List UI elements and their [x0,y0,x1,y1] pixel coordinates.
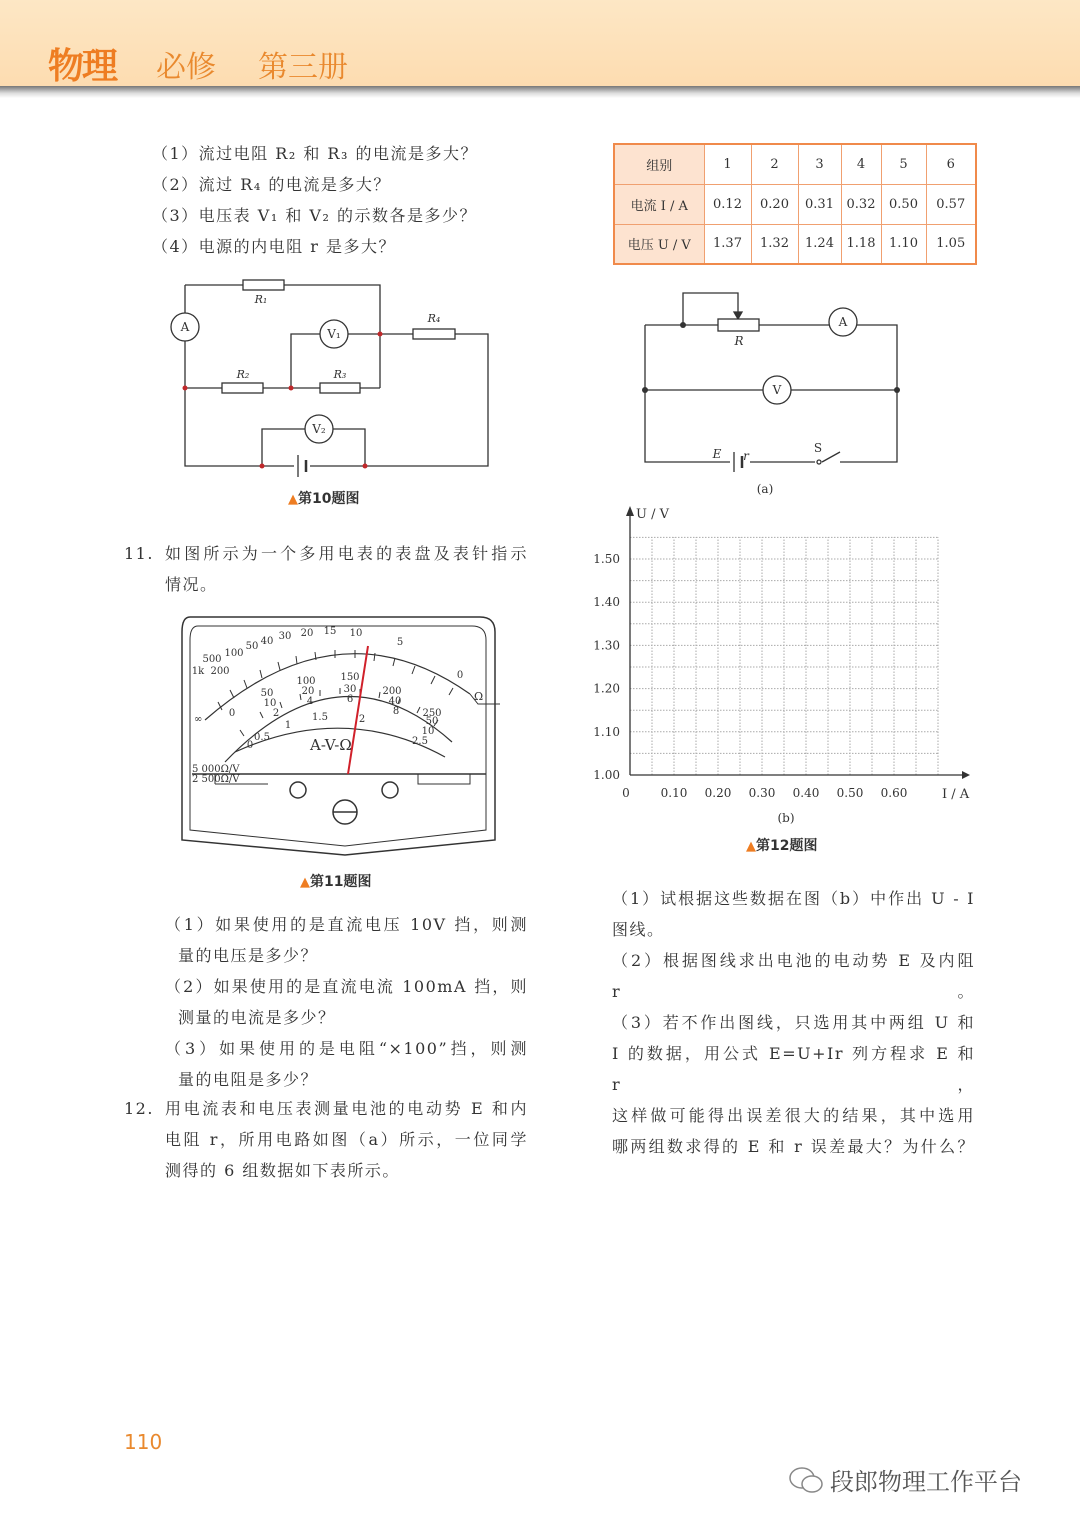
svg-text:4: 4 [306,696,314,707]
subject-title: 物理 [48,46,117,87]
svg-text:2: 2 [358,714,366,725]
q10-sub-2: （2）流过 R₄ 的电流是多大？ [152,175,391,194]
multimeter-dial [170,612,505,867]
label-r4: R₄ [427,312,441,325]
triangle-icon: ▲ [288,492,298,507]
fig-b-label: (b) [777,811,795,825]
svg-text:5: 5 [396,637,404,648]
x-tick-label: 0 [622,786,630,800]
label-rheostat: R [734,334,744,348]
svg-text:50: 50 [260,688,274,699]
label-emf: E [712,447,722,461]
svg-text:1: 1 [284,720,292,731]
page-number: 110 [124,1430,163,1454]
y-tick-label: 1.20 [593,681,620,696]
fig-a-label: (a) [756,482,774,496]
course-title: 必修 [156,50,216,85]
svg-text:10: 10 [263,698,277,709]
y-tick-label: 1.40 [593,595,620,610]
svg-text:0: 0 [456,670,464,681]
svg-text:0.5: 0.5 [254,732,270,743]
meter-brand: A-V-Ω [310,736,352,754]
q10-sub-4: （4）电源的内电阻 r 是多大？ [152,237,397,256]
svg-text:30: 30 [343,684,357,695]
label-internal-r: r [743,449,749,463]
q11-text: 如图所示为一个多用电表的表盘及表针指示 情况。 [165,544,528,594]
ohm-symbol: Ω [474,690,484,703]
x-tick-label: 0.60 [880,786,908,800]
sensitivity-ac: 5 000Ω/V [192,764,240,775]
meter-needle [348,646,368,774]
svg-text:0: 0 [228,708,236,719]
ammeter-icon: A [838,315,848,329]
voltmeter-v2-icon: V₂ [312,422,326,436]
y-tick-label: 1.00 [593,768,620,782]
y-tick-label: 1.10 [593,724,620,739]
q10-sub-1: （1）流过电阻 R₂ 和 R₃ 的电流是多大？ [152,144,478,163]
label-r2: R₂ [236,368,250,381]
svg-text:20: 20 [300,628,314,639]
q12-data-table [613,143,977,265]
fig10-caption: ▲第10题图 [288,491,360,507]
svg-text:2.5: 2.5 [412,736,428,747]
svg-text:50: 50 [245,641,259,652]
triangle-icon: ▲ [300,875,310,890]
q12-text: 用电流表和电压表测量电池的电动势 E 和内 电阻 r，所用电路如图（a）所示，一位同学 测得的 6 组数据如下表所示。 [165,1099,528,1180]
volume-title: 第三册 [258,50,348,85]
ohm-scale-labels [192,626,463,681]
fig12a-circuit [600,280,930,500]
svg-text:1k: 1k [191,666,205,677]
fig10-circuit [0,0,540,520]
x-tick-label: 0.40 [792,786,820,800]
svg-text:8: 8 [392,706,400,717]
fig12-caption: ▲第12题图 [746,838,818,854]
infinity-symbol: ∞ [194,714,203,725]
svg-text:250: 250 [422,708,442,719]
label-r3: R₃ [333,368,347,381]
svg-text:50: 50 [425,716,439,727]
y-axis-label: U / V [636,507,669,522]
svg-text:0: 0 [246,740,254,751]
svg-text:40: 40 [388,696,402,707]
label-r1: R₁ [254,293,268,306]
svg-text:20: 20 [301,686,315,697]
svg-text:200: 200 [210,666,230,677]
wechat-icon [788,1465,824,1495]
svg-text:100: 100 [224,648,244,659]
svg-text:500: 500 [202,654,222,665]
triangle-icon: ▲ [746,839,756,854]
table-row-voltage: 电压 U / V 1.37 1.32 1.24 1.18 1.10 1.05 [614,224,976,264]
voltmeter-icon: V [772,383,782,397]
q12-number: 12. [124,1099,154,1118]
table-header-row: 组别 1 2 3 4 5 6 [614,144,976,184]
q11-subquestions: （1）如果使用的是直流电压 10V 挡，则测 量的电压是多少？ （2）如果使用的是直流电流 100mA 挡，则 测量的电流是多少？ （3）如果使用的是电阻“×100”挡，则测 量的电阻是多少？ [165,915,528,1089]
svg-text:30: 30 [278,631,292,642]
y-tick-label: 1.50 [593,552,620,566]
svg-text:2: 2 [272,708,280,719]
dc-scale-labels [229,672,442,737]
q10-sub-3: （3）电压表 V₁ 和 V₂ 的示数各是多少？ [152,206,477,225]
svg-text:1.5: 1.5 [312,712,328,723]
sensitivity-dc: 2 500Ω/V [192,774,240,785]
svg-text:10: 10 [349,628,363,639]
svg-text:6: 6 [346,694,354,705]
table-row-current: 电流 I / A 0.12 0.20 0.31 0.32 0.50 0.57 [614,184,976,224]
voltmeter-v1-icon: V₁ [327,327,341,341]
svg-text:10: 10 [421,726,435,737]
svg-text:15: 15 [323,626,337,637]
q12-subquestions: （1）试根据这些数据在图（b）中作出 U - I 图线。 （2）根据图线求出电池的电动势 E 及内阻 r。 （3）若不作出图线，只选用其中两组 U 和 I 的数据，用公式 E=U+Ir 列方程求 E 和 r， 这样做可能得出误差很大的结果，其中选用 哪两组数求得的 E 和 r 误差最大？为什么？ [612,889,975,1156]
switch-label: S [813,441,823,455]
svg-text:150: 150 [340,672,360,683]
svg-text:100: 100 [296,676,316,687]
watermark: 段郎物理工作平台 [788,1462,1022,1497]
fig12b-graph [590,500,990,830]
fig11-caption: ▲第11题图 [300,874,372,890]
x-axis-label: I / A [942,787,970,802]
y-tick-label: 1.30 [593,638,620,653]
svg-text:40: 40 [260,636,274,647]
x-tick-label: 0.50 [836,786,864,800]
x-tick-label: 0.10 [660,786,688,800]
x-tick-label: 0.30 [748,786,776,800]
q11-number: 11. [124,544,154,563]
svg-text:200: 200 [382,686,402,697]
ammeter-icon: A [180,320,190,334]
x-tick-label: 0.20 [704,786,732,800]
